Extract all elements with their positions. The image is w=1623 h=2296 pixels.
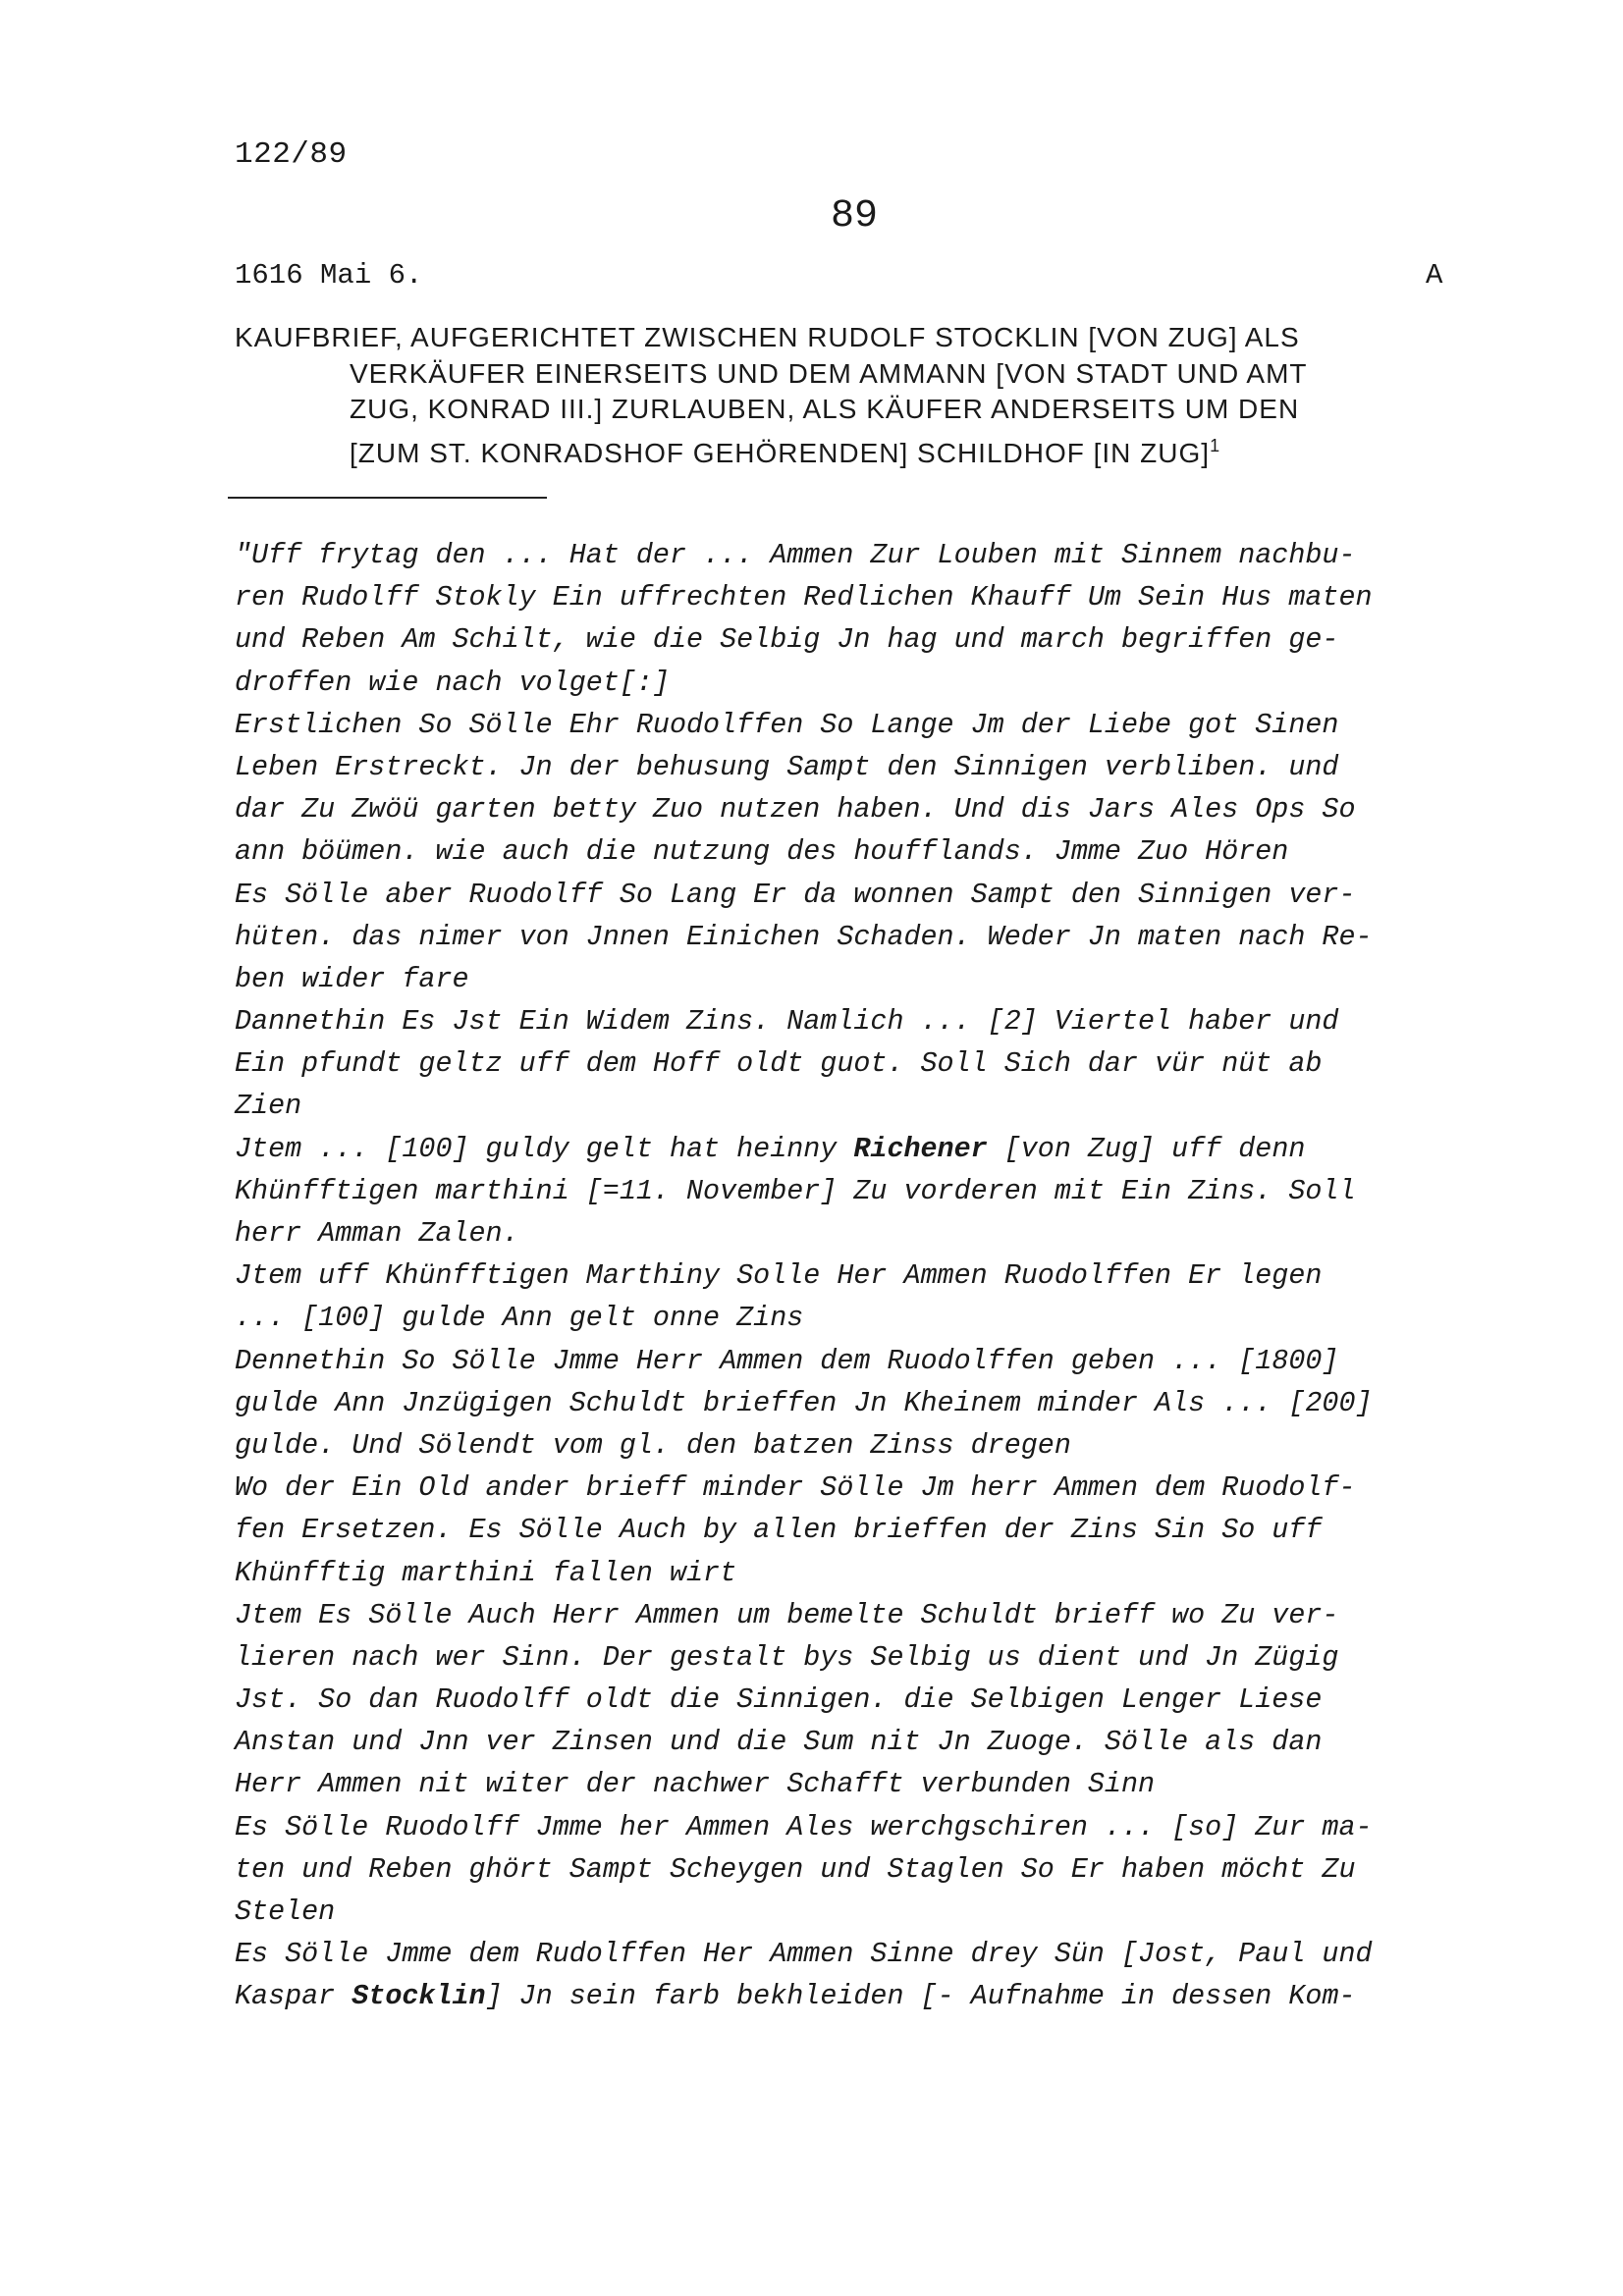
text-segment: Jtem ... [100] guldy gelt hat heinny (235, 1132, 854, 1165)
text-line: Leben Erstreckt. Jn der behusung Sampt den Sinnigen verbliben. und (235, 750, 1339, 783)
transcription-text (235, 534, 1570, 2018)
document-title (235, 320, 1511, 471)
text-segment: Kaspar (235, 1980, 352, 2013)
page-reference: 122/89 (235, 137, 348, 172)
text-segment: [von Zug] uff denn (987, 1132, 1306, 1165)
document-number: 89 (830, 194, 878, 239)
text-line: Herr Ammen nit witer der nachwer Schafft verbunden Sinn (235, 1768, 1156, 1801)
version-letter: A (1426, 259, 1443, 292)
person-name-stocklin: Stocklin (352, 1980, 486, 2013)
text-line: Jtem Es Sölle Auch Herr Ammen um bemelte Schuldt brieff wo Zu ver- (235, 1598, 1339, 1631)
text-line: ben wider fare (235, 962, 469, 995)
text-line: hüten. das nimer von Jnnen Einichen Schaden. Weder Jn maten nach Re- (235, 920, 1373, 953)
title-line: KAUFBRIEF, AUFGERICHTET ZWISCHEN RUDOLF STOCKLIN [VON ZUG] ALS (235, 322, 1300, 352)
text-line: ren Rudolff Stokly Ein uffrechten Redlichen Khauff Um Sein Hus maten (235, 581, 1373, 614)
text-line: Es Sölle Ruodolff Jmme her Ammen Ales werchgschiren ... [so] Zur ma- (235, 1810, 1373, 1843)
text-line (235, 1128, 1570, 1170)
text-line: ... [100] gulde Ann gelt onne Zins (235, 1302, 804, 1335)
text-line: gulde. Und Sölendt vom gl. den batzen Zinss dregen (235, 1428, 1071, 1462)
text-line: gulde Ann Jnzügigen Schuldt brieffen Jn Kheinem minder Als ... [200] (235, 1386, 1373, 1419)
text-line: "Uff frytag den ... Hat der ... Ammen Zur Louben mit Sinnem nachbu- (235, 539, 1356, 571)
document-date: 1616 Mai 6. (235, 259, 423, 292)
text-line: fen Ersetzen. Es Sölle Auch by allen brieffen der Zins Sin So uff (235, 1514, 1323, 1547)
text-line: Dennethin So Sölle Jmme Herr Ammen dem Ruodolffen geben ... [1800] (235, 1344, 1339, 1377)
title-divider (228, 497, 547, 499)
text-line: Khünfftigen marthini [=11. November] Zu vorderen mit Ein Zins. Soll (235, 1174, 1356, 1207)
text-line: Zien (235, 1090, 302, 1123)
text-line: herr Amman Zalen. (235, 1217, 519, 1250)
text-line: dar Zu Zwöü garten betty Zuo nutzen haben. Und dis Jars Ales Ops So (235, 793, 1356, 827)
text-line: und Reben Am Schilt, wie die Selbig Jn hag und march begriffen ge- (235, 623, 1339, 657)
title-line-text: [ZUM ST. KONRADSHOF GEHÖRENDEN] SCHILDHOF [IN ZUG] (350, 437, 1211, 468)
footnote-marker: 1 (1210, 435, 1220, 455)
title-line (235, 428, 1511, 472)
text-segment: ] Jn sein farb bekhleiden [- Aufnahme in dessen Kom- (485, 1980, 1356, 2013)
text-line: Dannethin Es Jst Ein Widem Zins. Namlich ... [2] Viertel haber und (235, 1005, 1339, 1039)
text-line: Wo der Ein Old ander brieff minder Sölle Jm herr Ammen dem Ruodolf- (235, 1471, 1356, 1505)
text-line: Jtem uff Khünfftigen Marthiny Solle Her Ammen Ruodolffen Er legen (235, 1259, 1323, 1293)
text-line: Es Sölle aber Ruodolff So Lang Er da wonnen Sampt den Sinnigen ver- (235, 878, 1356, 911)
text-line: Khünfftig marthini fallen wirt (235, 1556, 737, 1589)
text-line (235, 1975, 1570, 2017)
text-line: Erstlichen So Sölle Ehr Ruodolffen So Lange Jm der Liebe got Sinen (235, 708, 1339, 741)
title-line: ZUG, KONRAD III.] ZURLAUBEN, ALS KÄUFER ANDERSEITS UM DEN (350, 394, 1300, 424)
text-line: ann böümen. wie auch die nutzung des houfflands. Jmme Zuo Hören (235, 835, 1289, 869)
text-line: Anstan und Jnn ver Zinsen und die Sum nit Jn Zuoge. Sölle als dan (235, 1726, 1323, 1759)
person-name-richener: Richener (853, 1132, 988, 1165)
text-line: droffen wie nach volget[:] (235, 666, 670, 699)
text-line: Jst. So dan Ruodolff oldt die Sinnigen. die Selbigen Lenger Liese (235, 1683, 1323, 1717)
title-line: VERKÄUFER EINERSEITS UND DEM AMMANN [VON STADT UND AMT (350, 357, 1308, 389)
text-line: Stelen (235, 1896, 336, 1928)
text-line: ten und Reben ghört Sampt Scheygen und Staglen So Er haben möcht Zu (235, 1852, 1356, 1886)
text-line: Es Sölle Jmme dem Rudolffen Her Ammen Sinne drey Sün [Jost, Paul und (235, 1938, 1373, 1971)
text-line: lieren nach wer Sinn. Der gestalt bys Selbig us dient und Jn Zügig (235, 1640, 1339, 1674)
text-line: Ein pfundt geltz uff dem Hoff oldt guot. Soll Sich dar vür nüt ab (235, 1047, 1323, 1081)
